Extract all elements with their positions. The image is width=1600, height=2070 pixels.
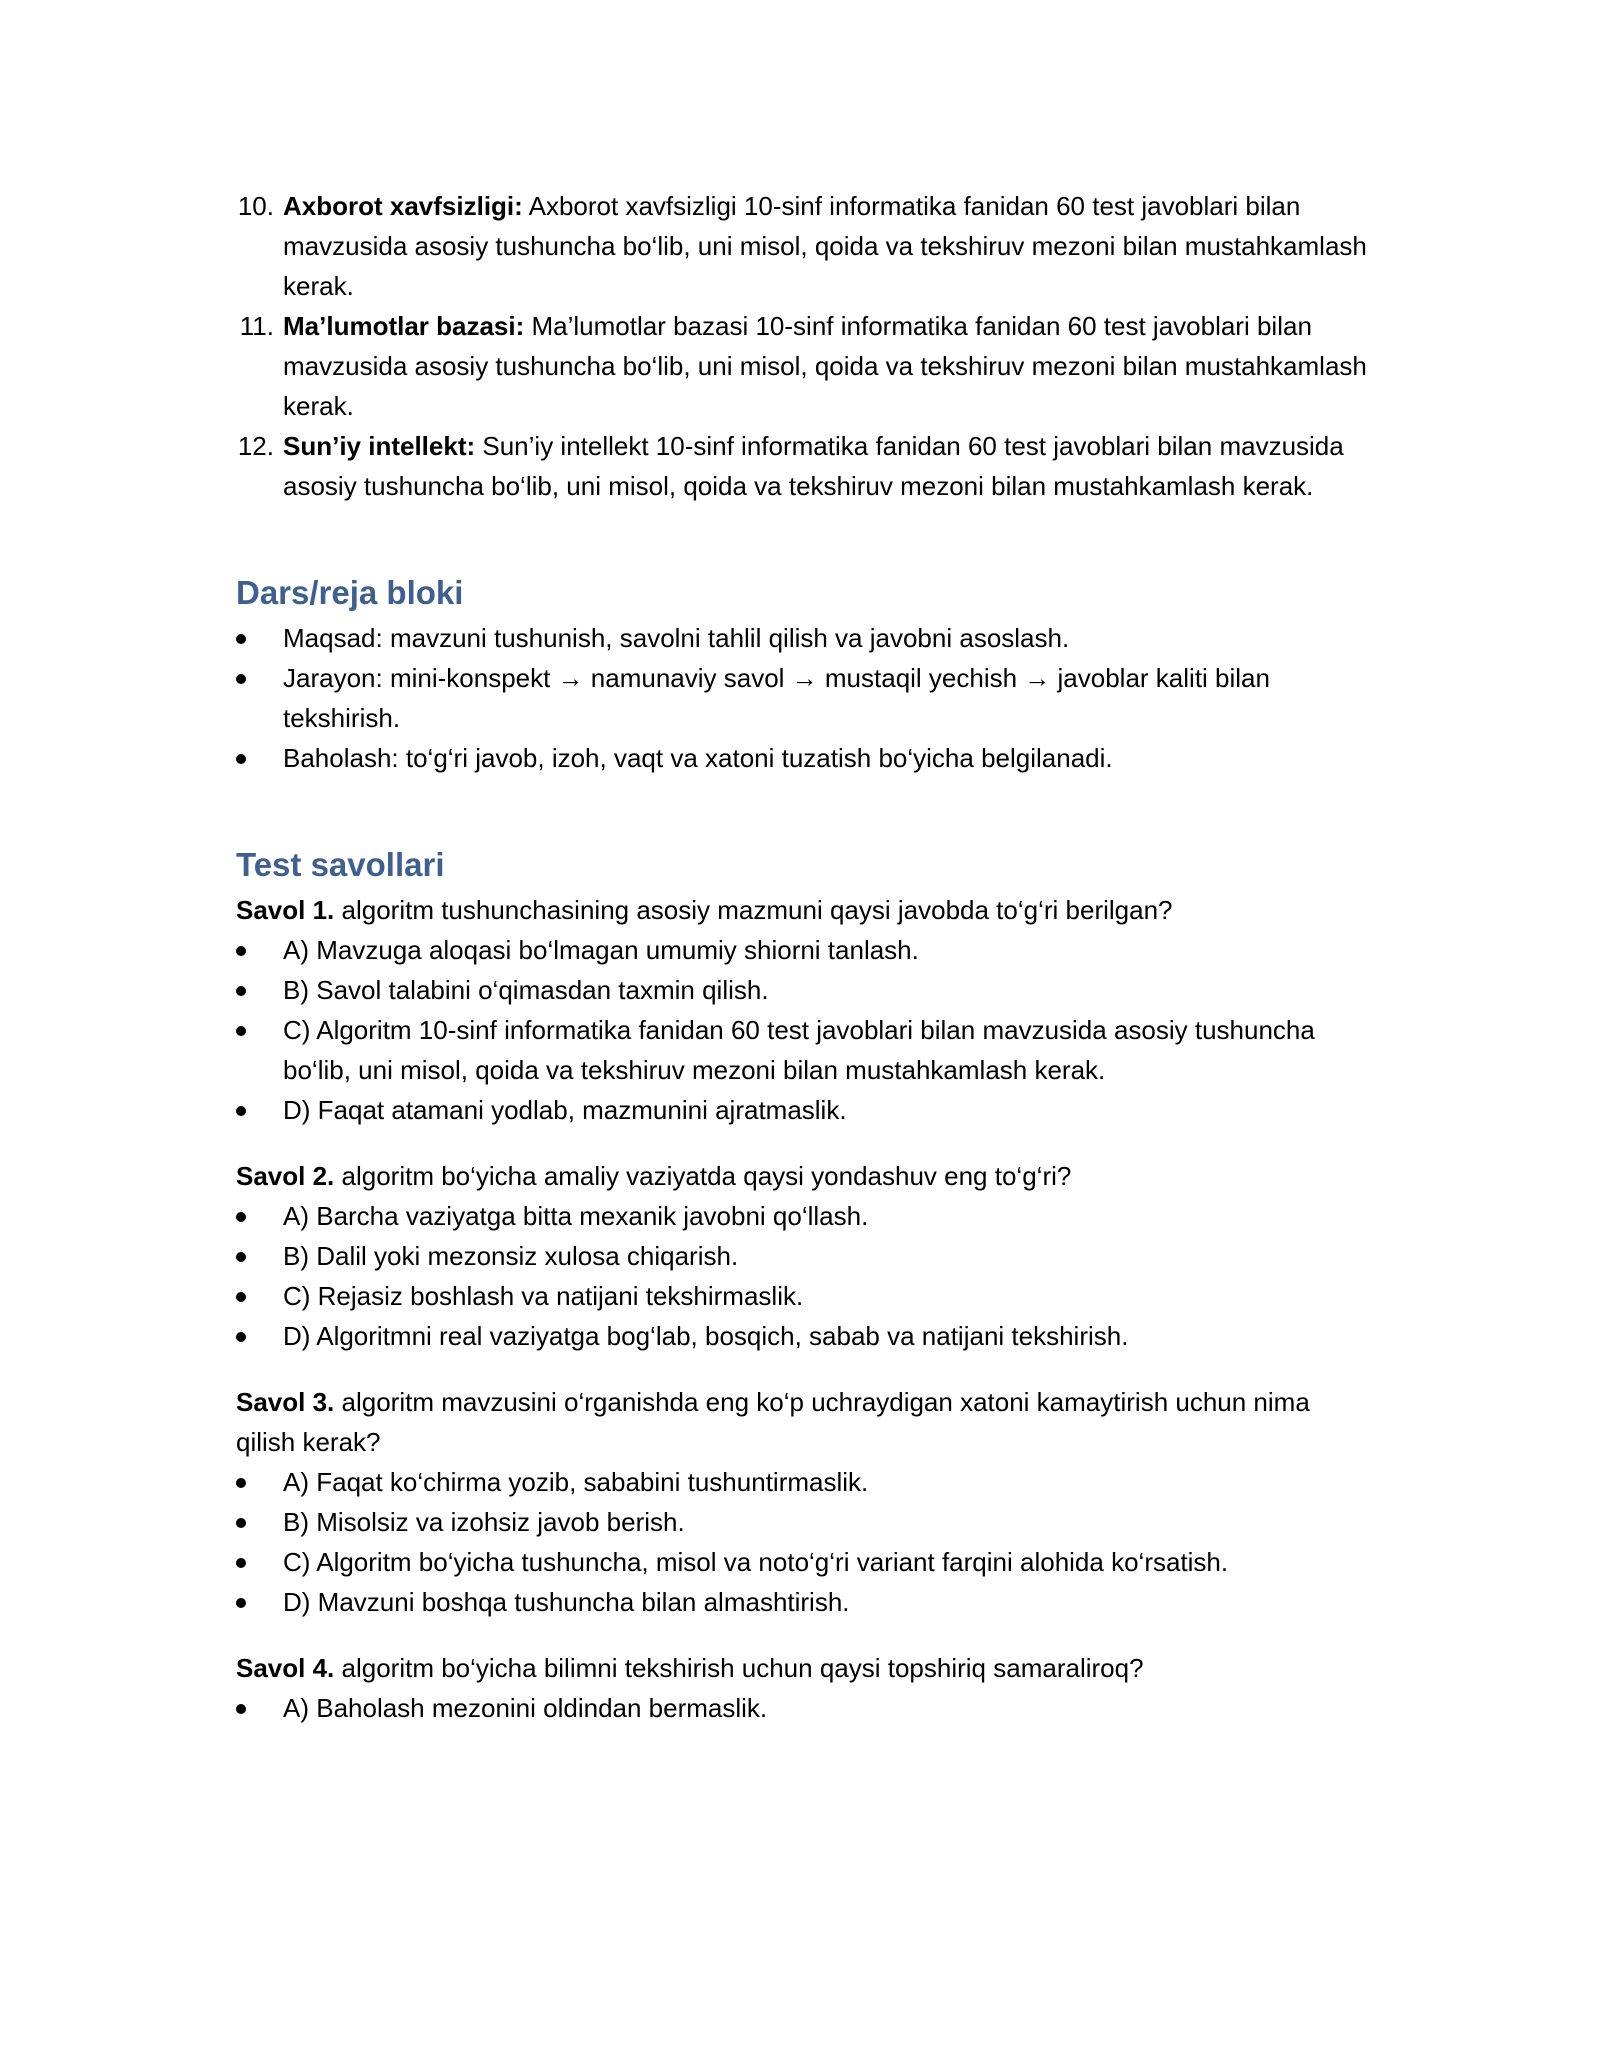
question-text: algoritm bo‘yicha bilimni tekshirish uchun qaysi topshiriq samaraliroq? [334,1653,1144,1683]
option-text: D) Algoritmni real vaziyatga bog‘lab, bosqich, sabab va natijani tekshirish. [283,1321,1129,1351]
bullet-icon [236,738,246,778]
list-term: Ma’lumotlar bazasi: [283,311,525,341]
options-list [236,1196,1376,1356]
option-item [236,1688,1376,1728]
question-text: algoritm mavzusini o‘rganishda eng ko‘p uchraydigan xatoni kamaytirish uchun nima qilish kerak? [236,1387,1310,1457]
option-item [236,1236,1376,1276]
list-text: Maqsad: mavzuni tushunish, savolni tahlil qilish va javobni asoslash. [283,623,1070,653]
options-list [236,1462,1376,1622]
option-item [236,1502,1376,1542]
numbered-list-item [236,426,1376,506]
option-text: B) Misolsiz va izohsiz javob berish. [283,1507,685,1537]
bullet-icon [236,970,246,1010]
list-term: Axborot xavfsizligi: [283,191,523,221]
question [236,1382,1376,1462]
bullet-icon [236,1236,246,1276]
option-text: B) Savol talabini o‘qimasdan taxmin qilish. [283,975,769,1005]
document-page [236,186,1376,1728]
bullet-icon [236,1582,246,1622]
bullet-icon [236,1688,246,1728]
option-item [236,970,1376,1010]
numbered-list [236,186,1376,506]
bullet-icon [236,1316,246,1356]
option-text: D) Faqat atamani yodlab, mazmunini ajratmaslik. [283,1095,847,1125]
option-item [236,1010,1376,1090]
bullet-icon [236,1196,246,1236]
option-item [236,930,1376,970]
option-text: D) Mavzuni boshqa tushuncha bilan almashtirish. [283,1587,850,1617]
bullet-icon [236,930,246,970]
list-number: 12. [237,431,274,461]
option-text: C) Algoritm bo‘yicha tushuncha, misol va noto‘g‘ri variant farqini alohida ko‘rsatish. [283,1547,1229,1577]
question-text: algoritm bo‘yicha amaliy vaziyatda qaysi yondashuv eng to‘g‘ri? [334,1161,1072,1191]
bullet-icon [236,1276,246,1316]
option-text: C) Rejasiz boshlash va natijani tekshirmaslik. [283,1281,804,1311]
question-label: Savol 2. [236,1161,335,1191]
list-item [236,618,1376,658]
question-label: Savol 1. [236,895,335,925]
option-text: A) Baholash mezonini oldindan bermaslik. [283,1693,768,1723]
option-item [236,1542,1376,1582]
option-text: A) Mavzuga aloqasi bo‘lmagan umumiy shiorni tanlash. [283,935,919,965]
dars-heading: Dars/reja bloki [236,574,464,611]
bullet-icon [236,1090,246,1130]
question [236,890,1376,930]
question [236,1648,1376,1688]
list-term: Sun’iy intellekt: [283,431,476,461]
option-item [236,1462,1376,1502]
bullet-icon [236,618,246,658]
dars-list [236,618,1376,778]
bullet-icon [236,658,246,698]
option-item [236,1276,1376,1316]
option-item [236,1090,1376,1130]
options-list [236,930,1376,1130]
options-list [236,1688,1376,1728]
question-text: algoritm tushunchasining asosiy mazmuni qaysi javobda to‘g‘ri berilgan? [334,895,1173,925]
test-heading: Test savollari [236,846,445,883]
question [236,1156,1376,1196]
bullet-icon [236,1462,246,1502]
bullet-icon [236,1010,246,1050]
list-text: Axborot xavfsizligi 10-sinf informatika fanidan 60 test javoblari bilan mavzusida asosiy tushuncha bo‘lib, uni misol, qoida va tekshiruv mezoni bilan mustahkamlash kerak. [283,191,1367,301]
numbered-list-item [236,186,1376,306]
question-label: Savol 3. [236,1387,335,1417]
option-item [236,1196,1376,1236]
list-text: Ma’lumotlar bazasi 10-sinf informatika fanidan 60 test javoblari bilan mavzusida asosiy tushuncha bo‘lib, uni misol, qoida va tekshiruv mezoni bilan mustahkamlash kerak. [283,311,1367,421]
list-text: Baholash: to‘g‘ri javob, izoh, vaqt va xatoni tuzatish bo‘yicha belgilanadi. [283,743,1113,773]
list-item [236,658,1376,738]
bullet-icon [236,1542,246,1582]
bullet-icon [236,1502,246,1542]
list-number: 11. [239,311,274,341]
option-item [236,1582,1376,1622]
list-item [236,738,1376,778]
numbered-list-item [236,306,1376,426]
option-item [236,1316,1376,1356]
option-text: B) Dalil yoki mezonsiz xulosa chiqarish. [283,1241,739,1271]
option-text: C) Algoritm 10-sinf informatika fanidan 60 test javoblari bilan mavzusida asosiy tushuncha bo‘lib, uni misol, qoida va tekshiruv mezoni bilan mustahkamlash kerak. [283,1015,1315,1085]
question-label: Savol 4. [236,1653,335,1683]
list-number: 10. [237,191,274,221]
list-text: Sun’iy intellekt 10-sinf informatika fanidan 60 test javoblari bilan mavzusida asosiy tushuncha bo‘lib, uni misol, qoida va tekshiruv mezoni bilan mustahkamlash kerak. [283,431,1344,501]
option-text: A) Faqat ko‘chirma yozib, sababini tushuntirmaslik. [283,1467,869,1497]
list-text: Jarayon: mini-konspekt → namunaviy savol → mustaqil yechish → javoblar kaliti bilan tekshirish. [283,663,1270,733]
option-text: A) Barcha vaziyatga bitta mexanik javobni qo‘llash. [283,1201,869,1231]
